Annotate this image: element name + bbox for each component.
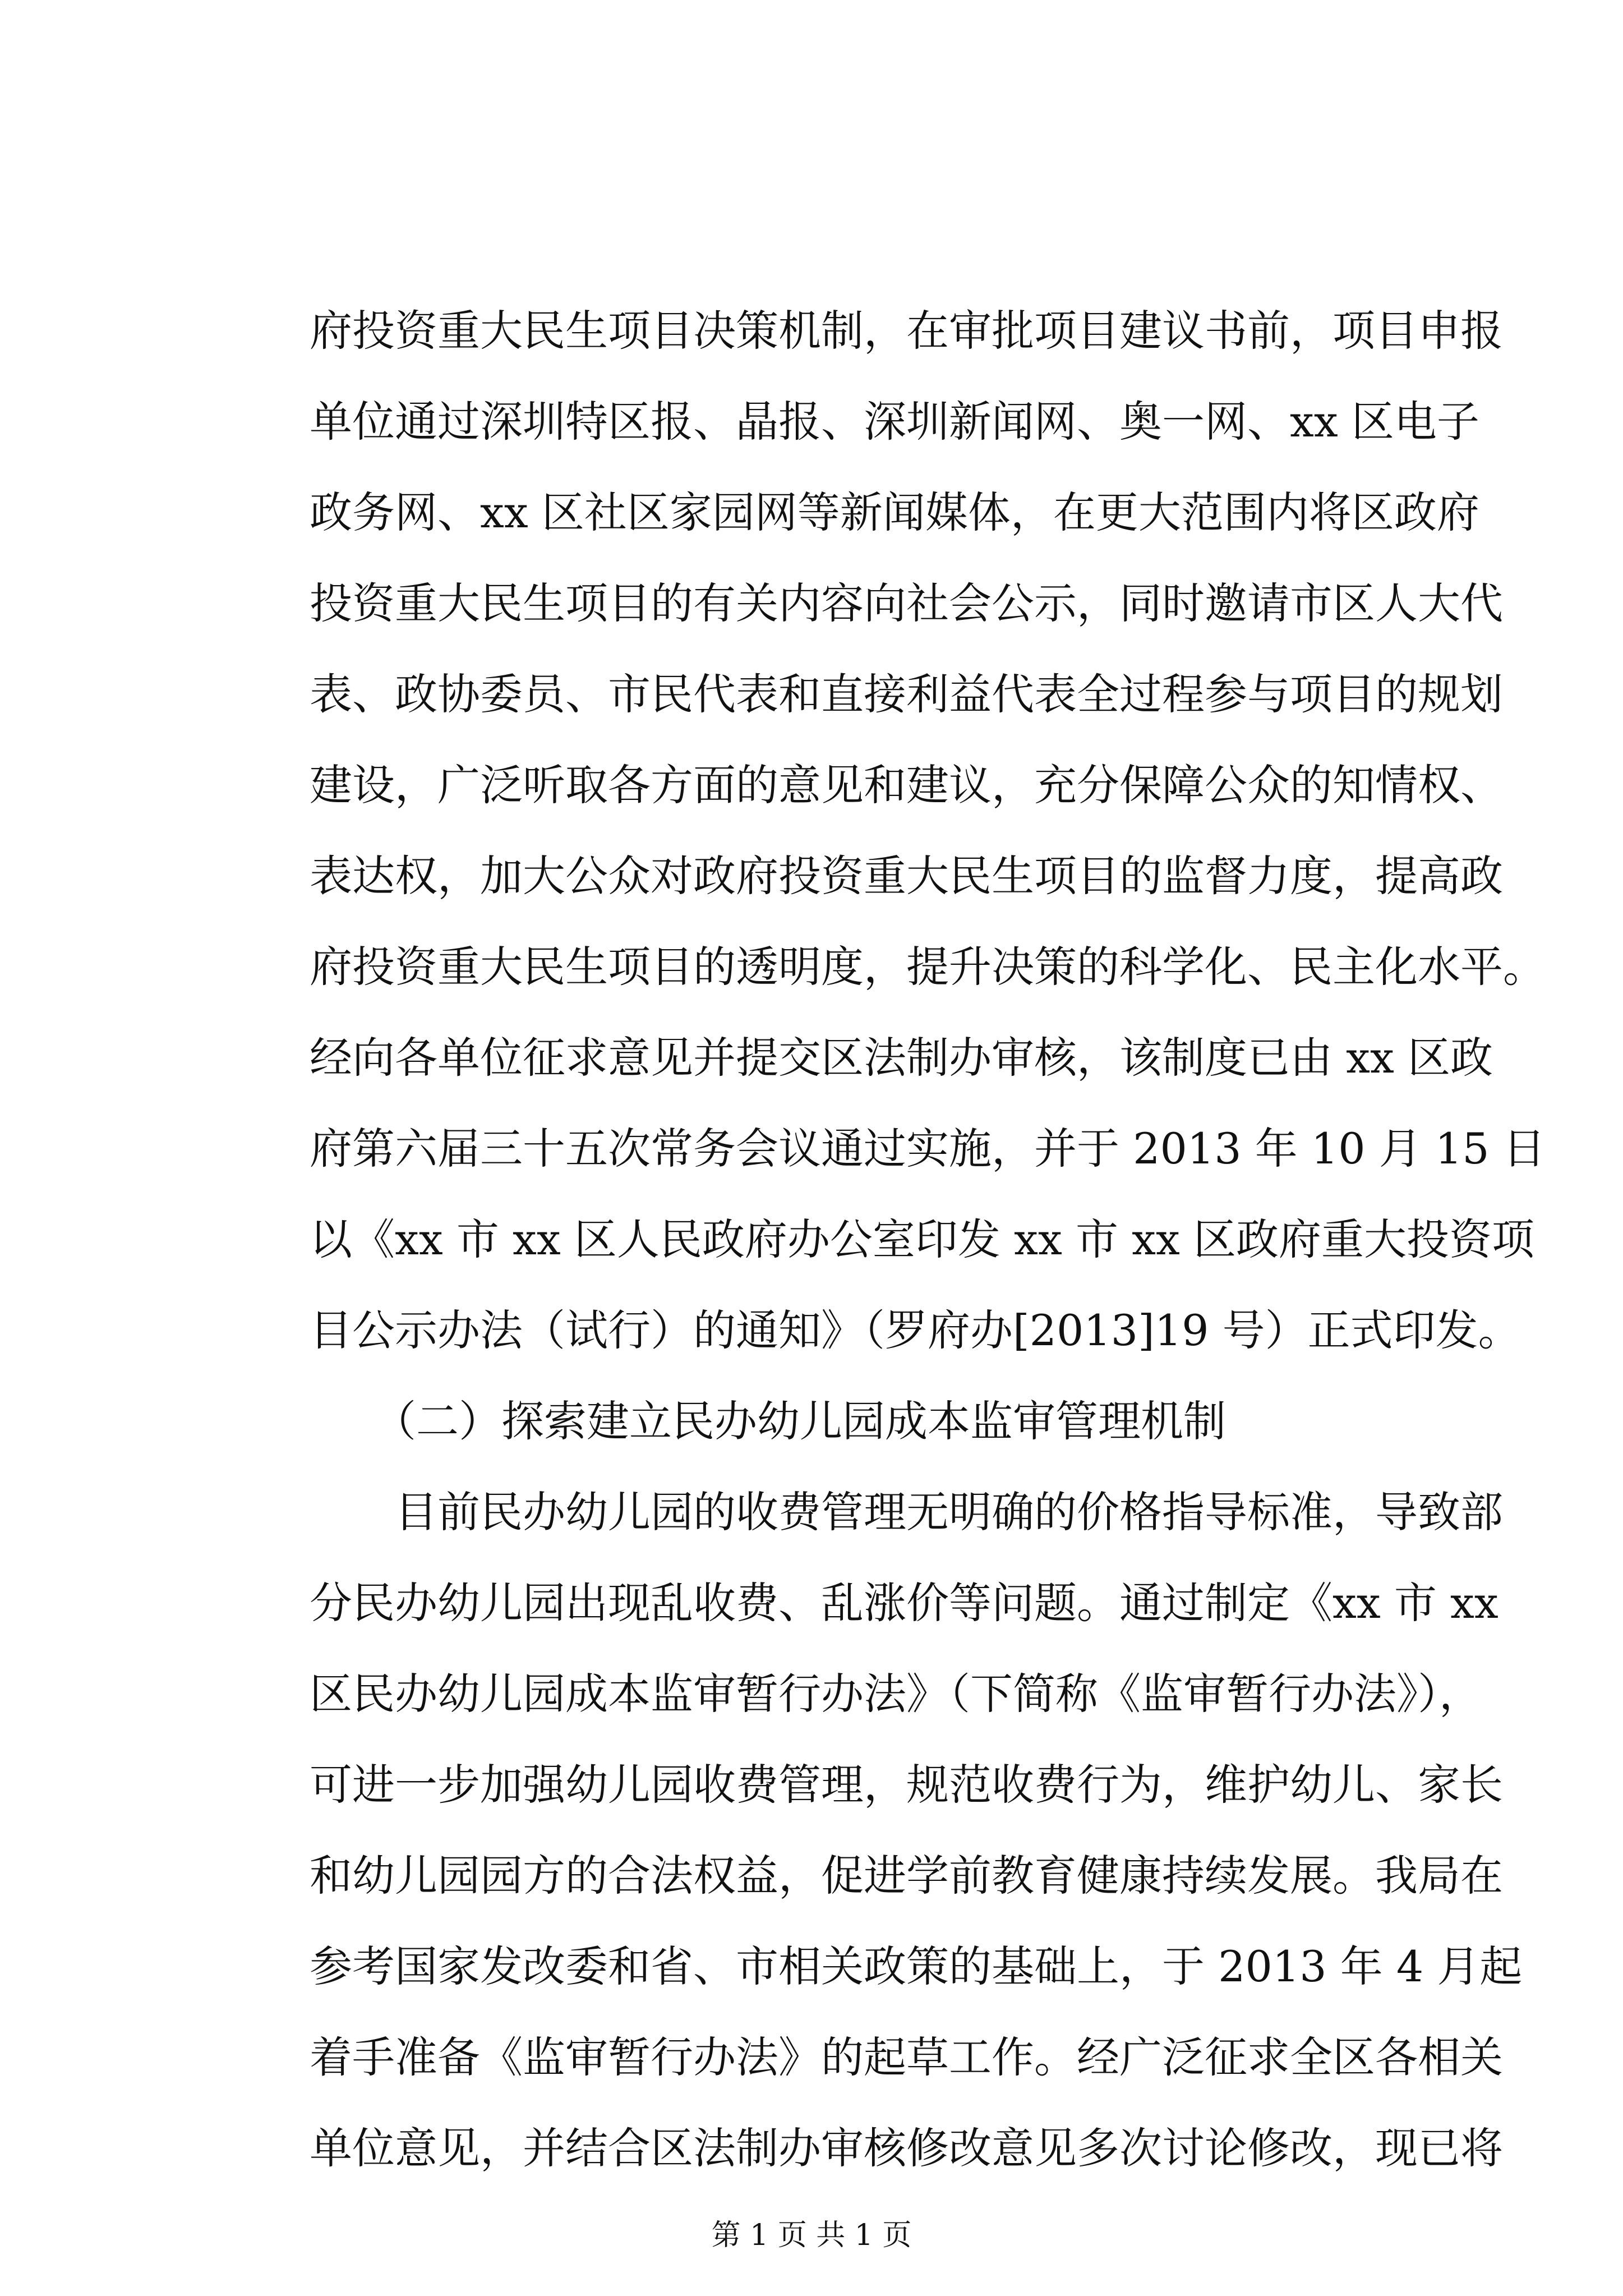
body-text-line: 分民办幼儿园出现乱收费、乱涨价等问题。通过制定《xx 市 xx [310, 1578, 1498, 1628]
body-text-line: 单位意见，并结合区法制办审核修改意见多次讨论修改，现已将 [310, 2123, 1503, 2173]
body-text-line: 经向各单位征求意见并提交区法制办审核，该制度已由 xx 区政 [310, 1033, 1493, 1083]
body-text-line: 区民办幼儿园成本监审暂行办法》（下简称《监审暂行办法》）， [310, 1669, 1482, 1719]
body-text-line: 单位通过深圳特区报、晶报、深圳新闻网、奥一网、xx 区电子 [310, 397, 1479, 447]
body-text-line: 建设，广泛听取各方面的意见和建议，充分保障公众的知情权、 [310, 760, 1503, 810]
body-text-line: 和幼儿园园方的合法权益，促进学前教育健康持续发展。我局在 [310, 1851, 1503, 1901]
body-text-line: 目前民办幼儿园的收费管理无明确的价格指导标准，导致部 [310, 1487, 1503, 1537]
body-text-line: 以《xx 市 xx 区人民政府办公室印发 xx 市 xx 区政府重大投资项 [310, 1214, 1534, 1264]
body-text-line: 府投资重大民生项目的透明度，提升决策的科学化、民主化水平。 [310, 942, 1546, 992]
page-number-footer: 第 1 页 共 1 页 [711, 2219, 912, 2252]
body-text-line: 表达权，加大公众对政府投资重大民生项目的监督力度，提高政 [310, 851, 1503, 901]
section-heading: （二）探索建立民办幼儿园成本监审管理机制 [310, 1396, 1226, 1446]
body-text-line: 府投资重大民生项目决策机制，在审批项目建议书前，项目申报 [310, 306, 1503, 356]
body-text-line: 参考国家发改委和省、市相关政策的基础上，于 2013 年 4 月起 [310, 1941, 1523, 1991]
body-text-line: 可进一步加强幼儿园收费管理，规范收费行为，维护幼儿、家长 [310, 1760, 1503, 1810]
body-text-line: 投资重大民生项目的有关内容向社会公示，同时邀请市区人大代 [310, 578, 1503, 628]
body-text-line: 表、政协委员、市民代表和直接利益代表全过程参与项目的规划 [310, 669, 1503, 719]
body-text-line: 政务网、xx 区社区家园网等新闻媒体，在更大范围内将区政府 [310, 487, 1479, 537]
body-text-line: 目公示办法（试行）的通知》（罗府办[2013]19 号）正式印发。 [310, 1305, 1521, 1355]
body-text-line: 府第六届三十五次常务会议通过实施，并于 2013 年 10 月 15 日 [310, 1124, 1546, 1174]
body-text-line: 着手准备《监审暂行办法》的起草工作。经广泛征求全区各相关 [310, 2032, 1503, 2082]
